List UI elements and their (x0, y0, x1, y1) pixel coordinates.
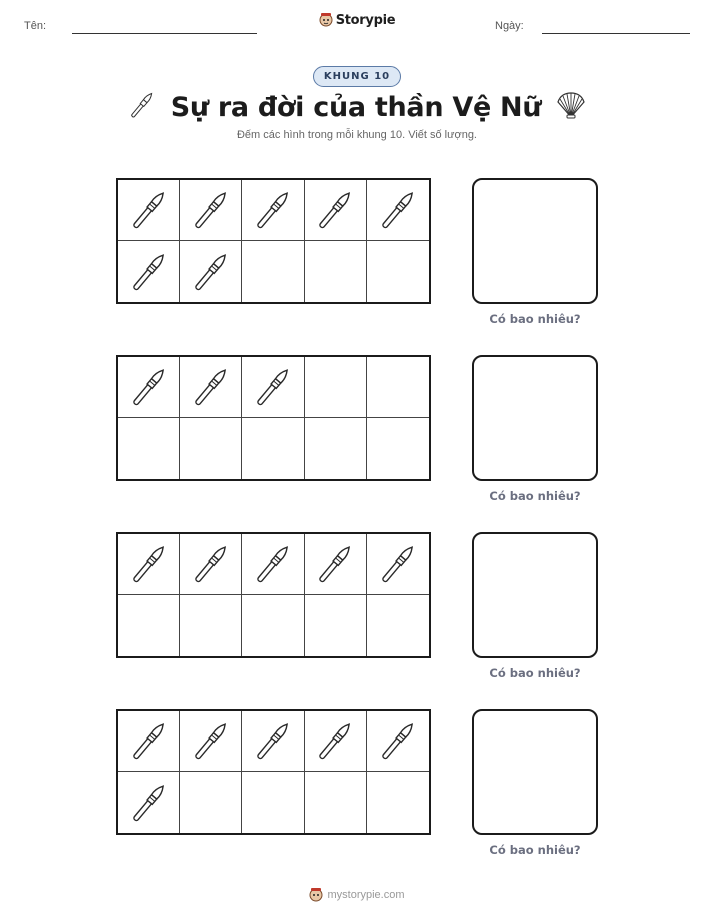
date-line[interactable] (542, 33, 690, 34)
paintbrush-icon (191, 248, 231, 296)
ten-frame-cell (242, 357, 304, 418)
ten-frame-cell (367, 772, 429, 833)
ten-frame-cell (180, 595, 242, 656)
paintbrush-icon (129, 717, 169, 765)
paintbrush-icon (253, 363, 293, 411)
paintbrush-icon (129, 363, 169, 411)
ten-frame-cell (242, 241, 304, 302)
paintbrush-icon (315, 717, 355, 765)
ten-frame-cell (180, 534, 242, 595)
paintbrush-icon (378, 717, 418, 765)
answer-box[interactable] (472, 355, 598, 481)
ten-frame (116, 532, 431, 658)
ten-frame (116, 355, 431, 481)
ten-frame-cell (305, 418, 367, 479)
ten-frame-cell (305, 534, 367, 595)
ten-frame-cell (242, 711, 304, 772)
ten-frame-cell (305, 595, 367, 656)
ten-frame-cell (367, 180, 429, 241)
how-many-label: Có bao nhiêu? (489, 489, 581, 503)
paintbrush-icon (378, 186, 418, 234)
paintbrush-icon (315, 540, 355, 588)
brand-logo (0, 12, 714, 33)
how-many-label: Có bao nhiêu? (489, 843, 581, 857)
ten-frame-cell (242, 534, 304, 595)
instructions: Đếm các hình trong mỗi khung 10. Viết số lượng. (236, 129, 477, 141)
paintbrush-icon (127, 88, 157, 127)
ten-frame-cell (305, 241, 367, 302)
paintbrush-icon (191, 363, 231, 411)
ten-frame-cell (305, 357, 367, 418)
mascot-icon (319, 12, 333, 28)
ten-frame-cell (180, 711, 242, 772)
ten-frame (116, 178, 431, 304)
ten-frame-cell (367, 241, 429, 302)
ten-frame-cell (180, 772, 242, 833)
answer-box[interactable] (472, 178, 598, 304)
ten-frame (116, 709, 431, 835)
ten-frame-cell (180, 241, 242, 302)
ten-frame-cell (118, 534, 180, 595)
ten-frame-cell (305, 772, 367, 833)
paintbrush-icon (191, 540, 231, 588)
ten-frame-cell (367, 534, 429, 595)
ten-frame-cell (180, 357, 242, 418)
seashell-icon (555, 91, 587, 124)
ten-frame-cell (305, 180, 367, 241)
paintbrush-icon (129, 248, 169, 296)
name-line[interactable] (72, 33, 257, 34)
how-many-label: Có bao nhiêu? (489, 312, 581, 326)
footer-url: mystorypie.com (327, 889, 405, 901)
ten-frame-cell (367, 595, 429, 656)
ten-frame-cell (367, 711, 429, 772)
ten-frame-cell (367, 418, 429, 479)
paintbrush-icon (378, 540, 418, 588)
how-many-label: Có bao nhiêu? (489, 666, 581, 680)
ten-frame-cell (305, 711, 367, 772)
ten-frame-cell (367, 357, 429, 418)
ten-frame-cell (242, 772, 304, 833)
paintbrush-icon (315, 186, 355, 234)
ten-frame-cell (242, 180, 304, 241)
answer-box[interactable] (472, 532, 598, 658)
date-label: Ngày: (495, 20, 524, 32)
footer (0, 887, 714, 908)
ten-frame-cell (242, 595, 304, 656)
paintbrush-icon (129, 779, 169, 827)
paintbrush-icon (253, 717, 293, 765)
ten-frame-cell (118, 180, 180, 241)
worksheet-badge: KHUNG 10 (313, 66, 401, 87)
ten-frame-cell (180, 180, 242, 241)
paintbrush-icon (129, 540, 169, 588)
paintbrush-icon (253, 186, 293, 234)
brand-name: Storypie (335, 12, 396, 28)
paintbrush-icon (129, 186, 169, 234)
ten-frame-cell (118, 357, 180, 418)
ten-frame-cell (242, 418, 304, 479)
ten-frame-cell (118, 772, 180, 833)
ten-frame-cell (180, 418, 242, 479)
paintbrush-icon (191, 717, 231, 765)
mascot-icon (309, 887, 323, 903)
ten-frame-cell (118, 711, 180, 772)
page-title: Sự ra đời của thần Vệ Nữ (170, 92, 542, 123)
ten-frame-cell (118, 241, 180, 302)
ten-frame-cell (118, 418, 180, 479)
paintbrush-icon (191, 186, 231, 234)
ten-frame-cell (118, 595, 180, 656)
answer-box[interactable] (472, 709, 598, 835)
name-label: Tên: (24, 20, 47, 32)
paintbrush-icon (253, 540, 293, 588)
